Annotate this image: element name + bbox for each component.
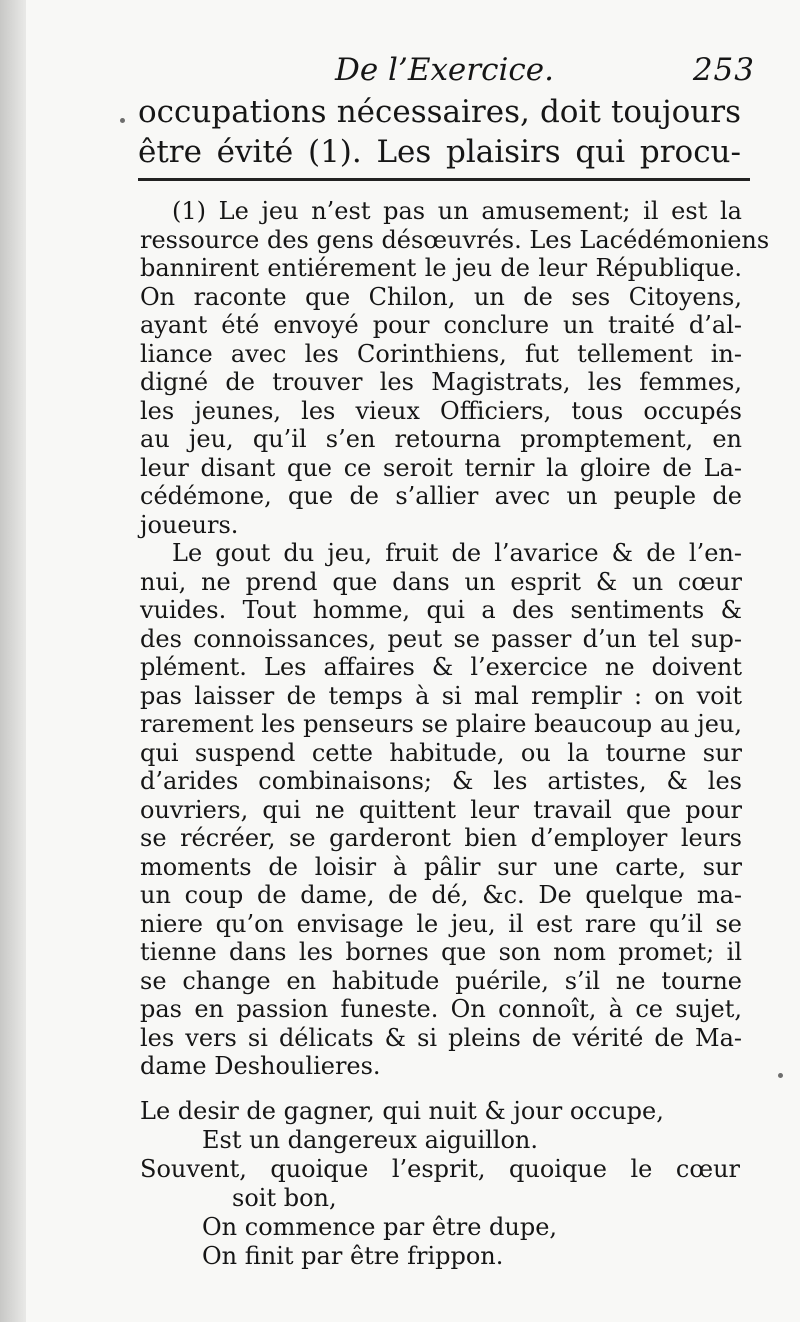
ink-speck bbox=[120, 118, 125, 123]
footnote-line: Le gout du jeu, fruit de l’avarice & de l’en- bbox=[172, 539, 742, 567]
main-text-line: être évité (1). Les plaisirs qui procu- bbox=[138, 134, 741, 170]
verse-line: On commence par être dupe, bbox=[202, 1213, 558, 1241]
footnote-line: joueurs. bbox=[140, 510, 239, 539]
footnote-separator bbox=[138, 178, 750, 181]
footnote-line: nui, ne prend que dans un esprit & un cœur bbox=[140, 567, 742, 596]
ink-speck bbox=[778, 1073, 783, 1078]
verse-line: Le desir de gagner, qui nuit & jour occupe, bbox=[140, 1097, 664, 1125]
footnote-line: pas laisser de temps à si mal remplir : on voit bbox=[140, 681, 742, 710]
page-gutter-shadow bbox=[0, 0, 26, 1322]
footnote-line: ayant été envoyé pour conclure un traité d’al- bbox=[140, 311, 742, 339]
main-text-line: occupations nécessaires, doit toujours bbox=[138, 94, 741, 130]
footnote-line: digné de trouver les Magistrats, les femmes, bbox=[140, 368, 742, 396]
verse-line: On finit par être frippon. bbox=[202, 1242, 504, 1270]
footnote-line: qui suspend cette habitude, ou la tourne sur bbox=[140, 738, 742, 767]
verse-line: Est un dangereux aiguillon. bbox=[202, 1126, 539, 1154]
footnote-line: au jeu, qu’il s’en retourna promptement, en bbox=[140, 425, 742, 453]
footnote-line: dame Deshoulieres. bbox=[140, 1052, 381, 1080]
footnote-line: ressource des gens désœuvrés. Les Lacédémoniens bbox=[140, 225, 770, 254]
footnote-line: leur disant que ce seroit ternir la gloire de La- bbox=[140, 453, 742, 482]
page-number: 253 bbox=[692, 52, 755, 88]
footnote-line: tienne dans les bornes que son nom promet; il bbox=[140, 938, 742, 966]
footnote-line: se récréer, se garderont bien d’employer leurs bbox=[140, 824, 742, 852]
footnote-line: se change en habitude puérile, s’il ne tourne bbox=[140, 966, 742, 995]
verse-line: Souvent, quoique l’esprit, quoique le cœur bbox=[140, 1155, 740, 1183]
footnote-line: pas en passion funeste. On connoît, à ce sujet, bbox=[140, 995, 742, 1023]
footnote-line: (1) Le jeu n’est pas un amusement; il est la bbox=[172, 197, 742, 225]
footnote-line: rarement les penseurs se plaire beaucoup au jeu, bbox=[140, 710, 742, 738]
footnote-line: cédémone, que de s’allier avec un peuple de bbox=[140, 482, 742, 510]
footnote-line: des connoissances, peut se passer d’un tel sup- bbox=[140, 624, 742, 653]
footnote-line: liance avec les Corinthiens, fut tellement in- bbox=[140, 339, 742, 368]
footnote-line: plément. Les affaires & l’exercice ne doivent bbox=[140, 653, 742, 681]
running-title: De l’Exercice. bbox=[335, 52, 554, 88]
footnote-line: On raconte que Chilon, un de ses Citoyens, bbox=[140, 282, 742, 311]
footnote-line: les jeunes, les vieux Officiers, tous occupés bbox=[140, 396, 742, 425]
footnote-line: niere qu’on envisage le jeu, il est rare qu’il se bbox=[140, 909, 742, 938]
verse-line: soit bon, bbox=[232, 1184, 337, 1212]
footnote-line: moments de loisir à pâlir sur une carte, sur bbox=[140, 852, 742, 881]
footnote-line: bannirent entiérement le jeu de leur République. bbox=[140, 254, 742, 282]
page-header bbox=[335, 50, 755, 90]
footnote-line: d’arides combinaisons; & les artistes, & les bbox=[140, 767, 742, 795]
footnote-line: les vers si délicats & si pleins de vérité de Ma- bbox=[140, 1023, 742, 1052]
footnote-line: un coup de dame, de dé, &c. De quelque ma- bbox=[140, 881, 742, 909]
footnote-line: vuides. Tout homme, qui a des sentiments & bbox=[140, 596, 742, 624]
footnote-line: ouvriers, qui ne quittent leur travail que pour bbox=[140, 795, 742, 824]
